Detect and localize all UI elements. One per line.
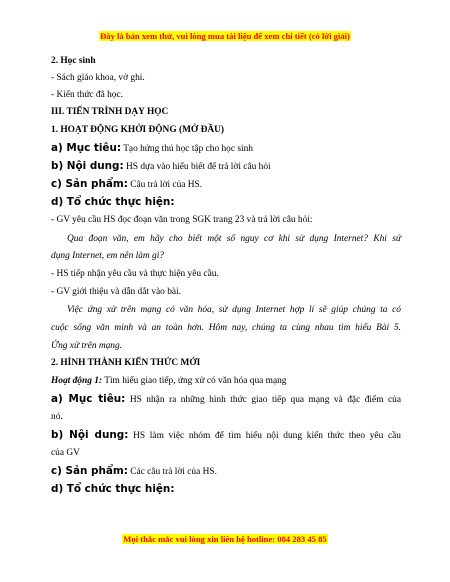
objective-row	[51, 142, 401, 155]
product-label: c) Sản phẩm:	[51, 178, 128, 190]
paragraph: - GV yêu cầu HS đọc đoạn văn trong SGK trang 23 và trả lời câu hỏi:	[51, 215, 313, 225]
activity-1-label: Hoạt động 1:	[51, 376, 103, 386]
objective-label: a) Mục tiêu:	[51, 393, 126, 405]
paragraph: - GV giới thiệu và dẫn dắt vào bài.	[51, 287, 182, 297]
activity-1-row	[51, 375, 401, 387]
product-text: Câu trả lời của HS.	[127, 180, 203, 190]
objective-text: HS nhận ra những hình thức giao tiếp qua mạng và đặc điểm của	[125, 395, 401, 405]
hotline-text: Mọi thắc mắc vui lòng xin liên hệ hotline: 084 283 45 85	[123, 534, 327, 544]
product-label: c) Sản phẩm:	[51, 465, 128, 477]
activity-warmup-heading: 1. HOẠT ĐỘNG KHỞI ĐỘNG (MỞ ĐẦU)	[51, 125, 225, 135]
content-text-continued: của GV	[51, 448, 80, 458]
list-item: - Sách giáo khoa, vở ghi.	[51, 73, 145, 83]
question-text: Qua đoạn văn, em hãy cho biết một số nguy cơ khi sử dụng Internet? Khi sử	[67, 234, 401, 244]
content-label: b) Nội dung:	[51, 429, 129, 441]
objective-text-continued: nó.	[51, 412, 63, 422]
objective-label: a) Mục tiêu:	[51, 142, 122, 154]
content-text: HS làm việc nhóm để tìm hiểu nội dung kiến thức theo yêu cầu	[128, 431, 401, 441]
activity-1-text: Tìm hiểu giao tiếp, ứng xử có văn hóa qua mạng	[102, 376, 287, 386]
section-process-heading: III. TIẾN TRÌNH DẠY HỌC	[51, 107, 169, 117]
organization-row	[51, 483, 401, 496]
intro-text: cuộc sống văn minh và an toàn hơn. Hôm nay, chúng ta cùng nhau tìm hiểu Bài 5.	[51, 323, 401, 333]
organization-row	[51, 196, 401, 209]
product-row	[51, 465, 401, 478]
preview-notice-text: Đây là bản xem thử, vui lòng mua tài liệu để xem chi tiết (có lời giải)	[100, 31, 350, 41]
organization-label: d) Tổ chức thực hiện:	[51, 483, 175, 495]
paragraph: - HS tiếp nhận yêu cầu và thực hiện yêu cầu.	[51, 269, 219, 279]
activity-new-knowledge-heading: 2. HÌNH THÀNH KIẾN THỨC MỚI	[51, 358, 201, 368]
product-text: Các câu trả lời của HS.	[127, 467, 217, 477]
objective-row	[51, 393, 401, 406]
question-text: dụng Internet, em nên làm gì?	[51, 251, 164, 261]
content-text: HS dựa vào hiểu biết để trả lời câu hỏi	[123, 162, 271, 172]
intro-text: Việc ứng xử trên mạng có văn hóa, sử dụng Internet hợp lí sẽ giúp chúng ta có	[67, 305, 401, 315]
product-row	[51, 178, 401, 191]
content-row	[51, 160, 401, 173]
hotline-banner	[0, 534, 450, 544]
content-row	[51, 429, 401, 442]
organization-label: d) Tổ chức thực hiện:	[51, 196, 175, 208]
list-item: - Kiến thức đã học.	[51, 90, 123, 100]
content-label: b) Nội dung:	[51, 160, 124, 172]
section-students-heading: 2. Học sinh	[51, 56, 96, 66]
preview-notice-banner	[0, 31, 450, 41]
intro-text: Ứng xử trên mạng.	[51, 341, 123, 351]
objective-text: Tạo hứng thú học tập cho học sinh	[121, 144, 253, 154]
